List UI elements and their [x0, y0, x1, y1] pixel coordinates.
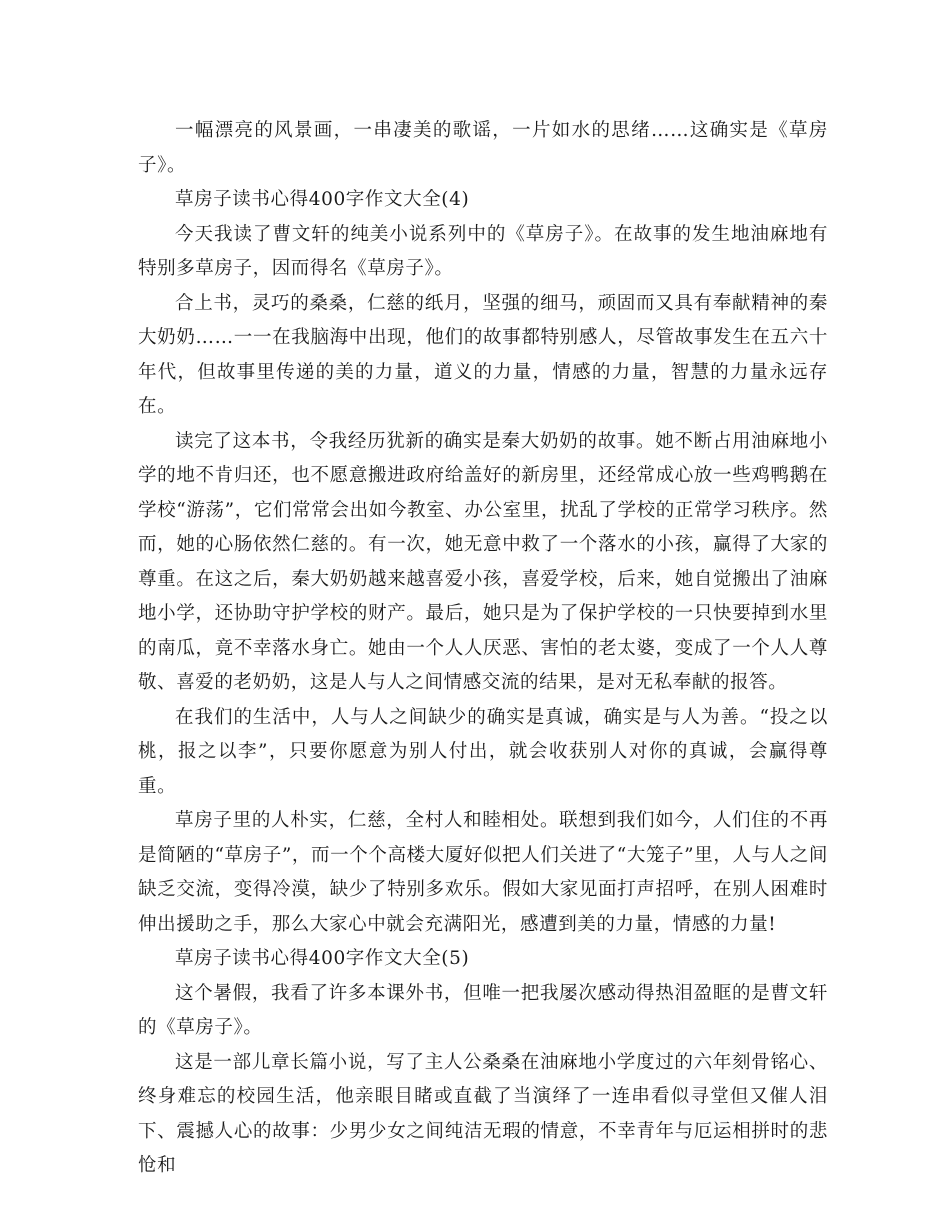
paragraph-novel-summary: 这是一部儿章长篇小说，写了主人公桑桑在油麻地小学度过的六年刻骨铭心、终身难忘的校园生活，他亲眼目睹或直截了当演绎了一连串看似寻堂但又催人泪下、震撼人心的故事：少男少女之间纯洁无瑕的情意，不幸青年与厄运相拼时的悲怆和: [138, 1051, 828, 1176]
paragraph-opening: 今天我读了曹文轩的纯美小说系列中的《草房子》。在故事的发生地油麻地有特别多草房子，因而得名《草房子》。: [138, 223, 828, 279]
paragraph-characters: 合上书，灵巧的桑桑，仁慈的纸月，坚强的细马，顽固而又具有奉献精神的秦大奶奶……一一在我脑海中出现，他们的故事都特别感人，尽管故事发生在五六十年代，但故事里传递的美的力量，道义的力量，情感的力量，智慧的力量永远存在。: [138, 292, 828, 417]
document-page: [138, 114, 828, 1184]
paragraph-grandma-qin: 读完了这本书，令我经历犹新的确实是秦大奶奶的故事。她不断占用油麻地小学的地不肯归还，也不愿意搬进政府给盖好的新房里，还经常成心放一些鸡鸭鹅在学校“游荡”，它们常常会出如今教室、办公室里，扰乱了学校的正常学习秩序。然而，她的心肠依然仁慈的。有一次，她无意中救了一个落水的小孩，赢得了大家的尊重。在这之后，秦大奶奶越来越喜爱小孩，喜爱学校，后来，她自觉搬出了油麻地小学，还协助守护学校的财产。最后，她只是为了保护学校的一只快要掉到水里的南瓜，竟不幸落水身亡。她由一个人人厌恶、害怕的老太婆，变成了一个人人尊敬、喜爱的老奶奶，这是人与人之间情感交流的结果，是对无私奉献的报答。: [138, 430, 828, 693]
paragraph-sincerity: 在我们的生活中，人与人之间缺少的确实是真诚，确实是与人为善。“投之以桃，报之以李”，只要你愿意为别人付出，就会收获别人对你的真诚，会赢得尊重。: [138, 706, 828, 797]
paragraph-intro-closing: 一幅漂亮的风景画，一串凄美的歌谣，一片如水的思绪……这确实是《草房子》。: [138, 120, 828, 176]
section-heading-4: 草房子读书心得400字作文大全(4): [175, 189, 470, 210]
paragraph-summer: 这个暑假，我看了许多本课外书，但唯一把我屡次感动得热泪盈眶的是曹文轩的《草房子》。: [138, 982, 828, 1038]
paragraph-reflection: 草房子里的人朴实，仁慈，全村人和睦相处。联想到我们如今，人们住的不再是简陋的“草房子”，而一个个高楼大厦好似把人们关进了“大笼子”里，人与人之间缺乏交流，变得冷漠，缺少了特别多欢乐。假如大家见面打声招呼，在别人困难时伸出援助之手，那么大家心中就会充满阳光，感遭到美的力量，情感的力量!: [138, 810, 828, 935]
section-heading-5: 草房子读书心得400字作文大全(5): [175, 948, 470, 969]
